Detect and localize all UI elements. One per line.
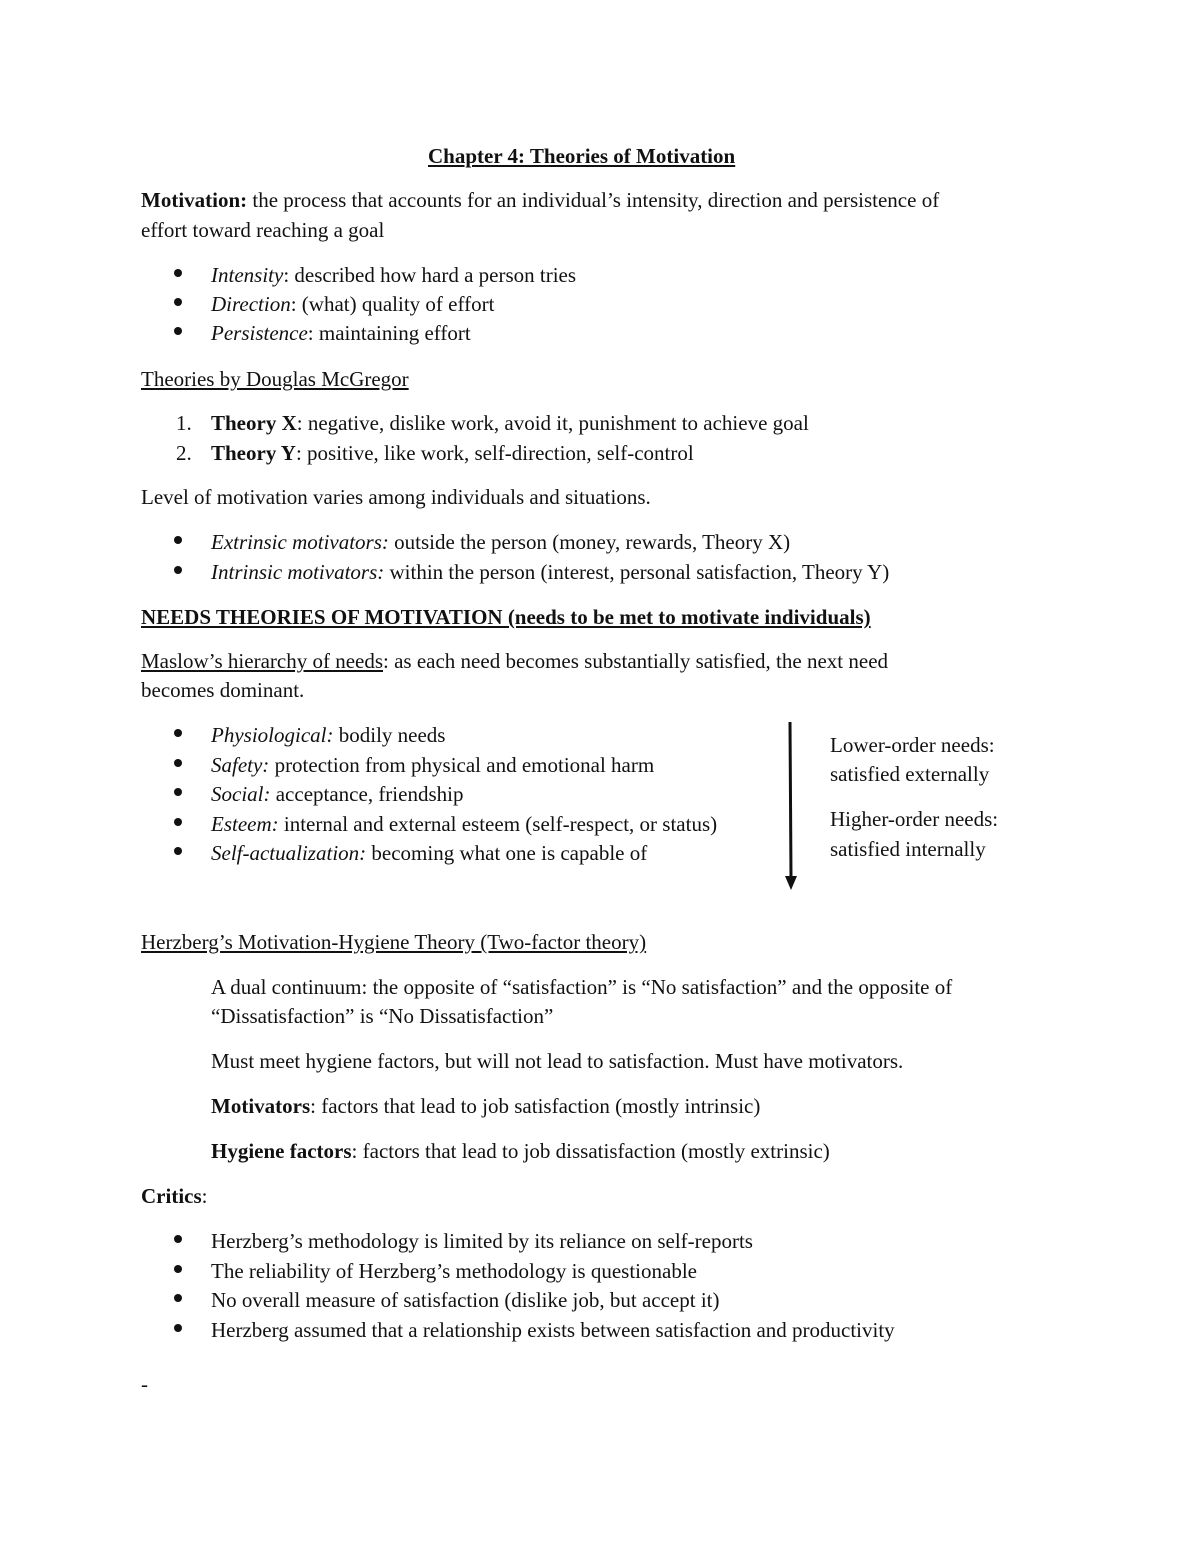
maslow-definition-line-2: becomes dominant. <box>141 678 305 702</box>
down-arrow-icon <box>784 722 798 892</box>
hygiene-requirement-text: Must meet hygiene factors, but will not lead to satisfaction. Must have motivators. <box>211 1049 904 1073</box>
mcgregor-heading: Theories by Douglas McGregor <box>141 367 409 391</box>
bullet-dot <box>174 536 182 544</box>
dual-continuum-line-1: A dual continuum: the opposite of “satisfaction” is “No satisfaction” and the opposite of <box>211 975 953 999</box>
bullet-dot <box>174 269 182 277</box>
bullet-dot <box>174 788 182 796</box>
list-item-theory-x: Theory X: negative, dislike work, avoid it, punishment to achieve goal <box>211 411 809 435</box>
bullet-dot <box>174 1235 182 1243</box>
bullet-dot <box>174 818 182 826</box>
list-item-theory-y: Theory Y: positive, like work, self-direction, self-control <box>211 441 694 465</box>
higher-order-needs-note: satisfied internally <box>830 837 986 861</box>
list-item-physiological: Physiological: bodily needs <box>211 723 446 747</box>
motivation-definition-text: the process that accounts for an individual’s intensity, direction and persistence of <box>247 188 940 212</box>
list-item-safety: Safety: protection from physical and emotional harm <box>211 753 655 777</box>
maslow-definition-line-1: Maslow’s hierarchy of needs: as each need becomes substantially satisfied, the next need <box>141 649 889 673</box>
lower-order-needs-note: satisfied externally <box>830 762 990 786</box>
bullet-dot <box>174 298 182 306</box>
list-item-critic-2: The reliability of Herzberg’s methodology is questionable <box>211 1259 697 1283</box>
list-item-extrinsic: Extrinsic motivators: outside the person (money, rewards, Theory X) <box>211 530 791 554</box>
list-item-critic-3: No overall measure of satisfaction (dislike job, but accept it) <box>211 1288 720 1312</box>
motivation-term: Motivation: <box>141 188 248 212</box>
bullet-dot <box>174 847 182 855</box>
list-item-intrinsic: Intrinsic motivators: within the person (interest, personal satisfaction, Theory Y) <box>211 560 890 584</box>
bullet-dot <box>174 327 182 335</box>
list-item-critic-1: Herzberg’s methodology is limited by its reliance on self-reports <box>211 1229 753 1253</box>
bullet-dot <box>174 1265 182 1273</box>
level-of-motivation-text: Level of motivation varies among individuals and situations. <box>141 485 651 509</box>
list-item-persistence: Persistence: maintaining effort <box>211 321 471 345</box>
list-number: 1. <box>176 411 192 435</box>
bullet-dot <box>174 759 182 767</box>
list-item-critic-4: Herzberg assumed that a relationship exists between satisfaction and productivity <box>211 1318 895 1342</box>
critics-heading: Critics: <box>141 1184 208 1208</box>
list-item-self-actualization: Self-actualization: becoming what one is capable of <box>211 841 648 865</box>
list-number: 2. <box>176 441 192 465</box>
bullet-dot <box>174 729 182 737</box>
bullet-dot <box>174 1324 182 1332</box>
trailing-dash: - <box>141 1372 148 1396</box>
list-item-esteem: Esteem: internal and external esteem (self-respect, or status) <box>211 812 718 836</box>
bullet-dot <box>174 1294 182 1302</box>
needs-theories-heading: NEEDS THEORIES OF MOTIVATION (needs to be met to motivate individuals) <box>141 605 871 629</box>
bullet-dot <box>174 566 182 574</box>
page-title: Chapter 4: Theories of Motivation <box>428 144 736 168</box>
hygiene-factors-definition: Hygiene factors: factors that lead to job dissatisfaction (mostly extrinsic) <box>211 1139 830 1163</box>
motivation-definition-line-1 <box>141 186 939 214</box>
maslow-heading: Maslow’s hierarchy of needs <box>141 649 384 673</box>
list-item-social: Social: acceptance, friendship <box>211 782 464 806</box>
dual-continuum-line-2: “Dissatisfaction” is “No Dissatisfaction” <box>211 1004 554 1028</box>
herzberg-heading: Herzberg’s Motivation-Hygiene Theory (Two-factor theory) <box>141 930 647 954</box>
list-item-intensity: Intensity: described how hard a person tries <box>211 263 577 287</box>
lower-order-needs-label: Lower-order needs: <box>830 733 995 757</box>
motivation-definition-line-2: effort toward reaching a goal <box>141 218 385 242</box>
motivators-definition: Motivators: factors that lead to job satisfaction (mostly intrinsic) <box>211 1094 761 1118</box>
list-item-direction: Direction: (what) quality of effort <box>211 292 495 316</box>
higher-order-needs-label: Higher-order needs: <box>830 807 999 831</box>
